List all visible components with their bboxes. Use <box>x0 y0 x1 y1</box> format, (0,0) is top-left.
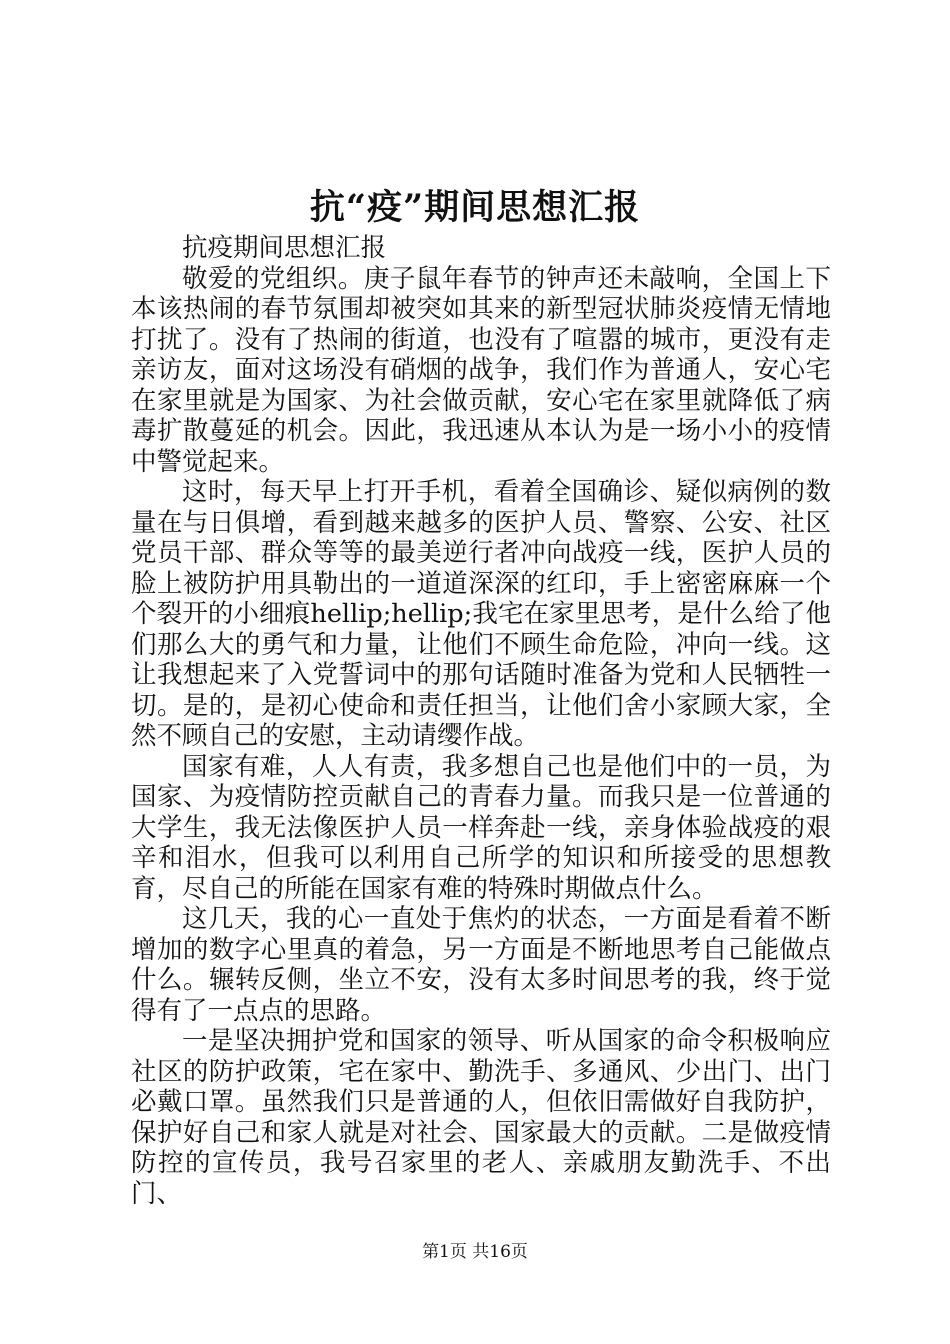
document-title: 抗“疫”期间思想汇报 <box>309 187 641 228</box>
paragraph-subtitle: 抗疫期间思想汇报 <box>182 233 387 263</box>
paragraph-5: 一是坚决拥护党和国家的领导、听从国家的命令积极响应社区的防护政策，宅在家中、勤洗手、多通风、少出门、出门必戴口罩。虽然我们只是普通的人，但依旧需做好自我防护，保护好自己和家人就是对社会、国家最大的贡献。二是做疫情防控的宣传员，我号召家里的老人、亲戚朋友勤洗手、不出门、 <box>131 1026 831 1209</box>
page-footer <box>0 1240 950 1264</box>
paragraph-2: 这时，每天早上打开手机，看着全国确诊、疑似病例的数量在与日俱增，看到越来越多的医护人员、警察、公安、社区党员干部、群众等等的最美逆行者冲向战疫一线，医护人员的脸上被防护用具勒出的一道道深深的红印，手上密密麻麻一个个裂开的小细痕hellip;hellip;我宅在家里思考，是什么给了他们那么大的勇气和力量，让他们不顾生命危险，冲向一线。这让我想起来了入党誓词中的那句话随时准备为党和人民牺牲一切。是的，是初心使命和责任担当，让他们舍小家顾大家，全然不顾自己的安慰，主动请缨作战。 <box>131 477 831 751</box>
paragraph-3: 国家有难，人人有责，我多想自己也是他们中的一员，为国家、为疫情防控贡献自己的青春力量。而我只是一位普通的大学生，我无法像医护人员一样奔赴一线，亲身体验战疫的艰辛和泪水，但我可以利用自己所学的知识和所接受的思想教育，尽自己的所能在国家有难的特殊时期做点什么。 <box>131 751 831 904</box>
paragraph-4: 这几天，我的心一直处于焦灼的状态，一方面是看着不断增加的数字心里真的着急，另一方面是不断地思考自己能做点什么。辗转反侧，坐立不安，没有太多时间思考的我，终于觉得有了一点点的思路。 <box>131 904 831 1026</box>
paragraph-1: 敬爱的党组织。庚子鼠年春节的钟声还未敲响，全国上下本该热闹的春节氛围却被突如其来的新型冠状肺炎疫情无情地打扰了。没有了热闹的街道，也没有了喧嚣的城市，更没有走亲访友，面对这场没有硝烟的战争，我们作为普通人，安心宅在家里就是为国家、为社会做贡献，安心宅在家里就降低了病毒扩散蔓延的机会。因此，我迅速从本认为是一场小小的疫情中警觉起来。 <box>131 263 831 477</box>
page-number: 第1页 共16页 <box>422 1242 528 1262</box>
document-body <box>131 233 831 1209</box>
